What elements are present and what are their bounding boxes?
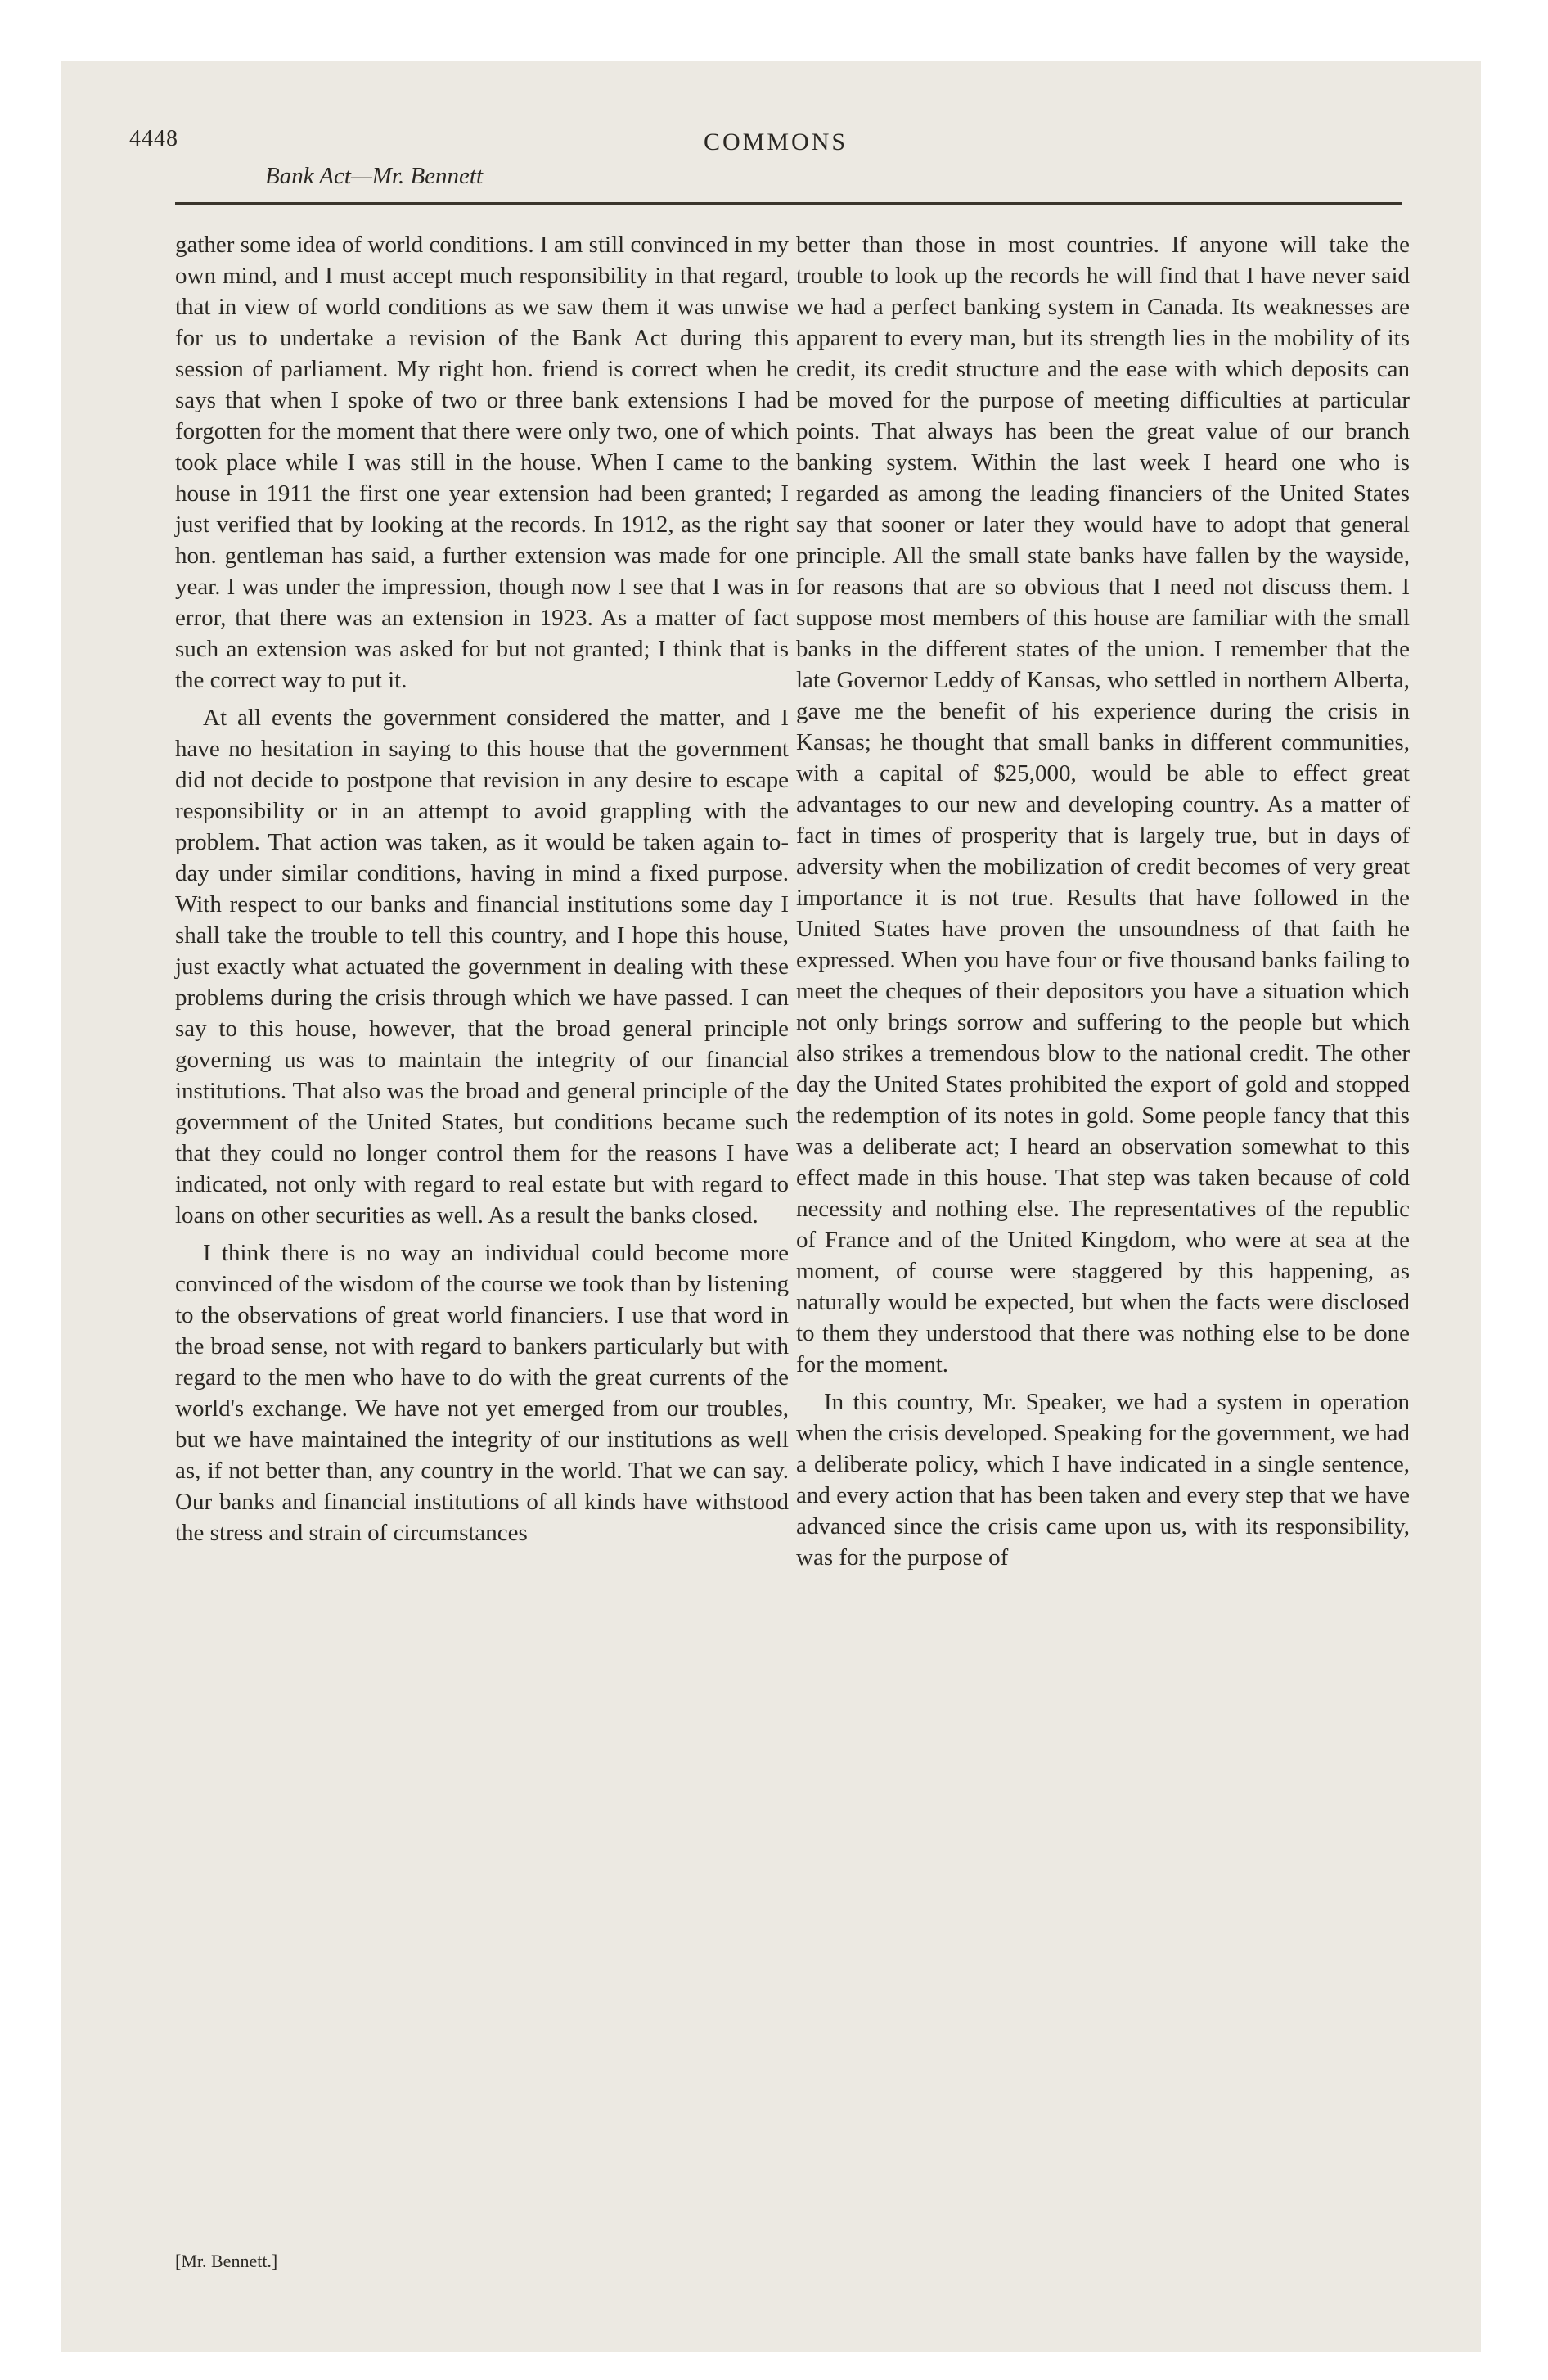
left-column bbox=[175, 229, 789, 1555]
document-page bbox=[61, 61, 1481, 2352]
running-head: Bank Act—Mr. Bennett bbox=[265, 163, 484, 189]
right-column bbox=[796, 229, 1410, 1580]
paragraph: I think there is no way an individual could become more convinced of the wisdom of the course we took than by listening to the observations of great world financiers. I use that word in the broad sense, not with regard to bankers particularly but with regard to the men who have to do with the great currents of the world's exchange. We have not yet emerged from our troubles, but we have maintained the integrity of our institutions as well as, if not better than, any country in the world. That we can say. Our banks and financial institutions of all kinds have withstood the stress and strain of circumstances bbox=[175, 1240, 789, 1546]
header-rule bbox=[175, 202, 1402, 205]
footer-attribution: [Mr. Bennett.] bbox=[175, 2251, 278, 2271]
page-number: 4448 bbox=[129, 126, 178, 151]
paragraph: better than those in most countries. If anyone will take the trouble to look up the records he will find that I have never said we had a perfect banking system in Canada. Its weaknesses are apparent to every man, but its strength lies in the mobility of its credit, its credit structure and the ease with which deposits can be moved for the purpose of meeting difficulties at particular points. That always has been the great value of our branch banking system. Within the last week I heard one who is regarded as among the leading financiers of the United States say that sooner or later they would have to adopt that general principle. All the small state banks have fallen by the wayside, for reasons that are so obvious that I need not discuss them. I suppose most members of this house are familiar with the small banks in the different states of the union. I remember that the late Governor Leddy of Kansas, who settled in northern Alberta, gave me the benefit of his experience during the crisis in Kansas; he thought that small banks in different communities, with a capital of $25,000, would be able to effect great advantages to our new and developing country. As a matter of fact in times of prosperity that is largely true, but in days of adversity when the mobilization of credit becomes of very great importance it is not true. Results that have followed in the United States have proven the unsoundness of that faith he expressed. When you have four or five thousand banks failing to meet the cheques of their depositors you have a situation which not only brings sorrow and suffering to the people but which also strikes a tremendous blow to the national credit. The other day the United States prohibited the export of gold and stopped the redemption of its notes in gold. Some people fancy that this was a deliberate act; I heard an observation somewhat to this effect made in this house. That step was taken because of cold necessity and nothing else. The representatives of the republic of France and of the United Kingdom, who were at sea at the moment, of course were staggered by this happening, as naturally would be expected, but when the facts were disclosed to them they understood that there was nothing else to be done for the moment. bbox=[796, 232, 1410, 1377]
section-title: COMMONS bbox=[704, 128, 848, 156]
paragraph: At all events the government considered the matter, and I have no hesitation in saying to this house that the government did not decide to postpone that revision in any desire to escape responsibility or in an attempt to avoid grappling with the problem. That action was taken, as it would be taken again to-day under similar conditions, having in mind a fixed purpose. With respect to our banks and financial institutions some day I shall take the trouble to tell this country, and I hope this house, just exactly what actuated the government in dealing with these problems during the crisis through which we have passed. I can say to this house, however, that the broad general principle governing us was to maintain the integrity of our financial institutions. That also was the broad and general principle of the government of the United States, but conditions became such that they could no longer control them for the reasons I have indicated, not only with regard to real estate but with regard to loans on other securities as well. As a result the banks closed. bbox=[175, 705, 789, 1228]
paragraph: gather some idea of world conditions. I am still convinced in my own mind, and I must accept much responsibility in that regard, that in view of world conditions as we saw them it was unwise for us to undertake a revision of the Bank Act during this session of parliament. My right hon. friend is correct when he says that when I spoke of two or three bank extensions I had forgotten for the moment that there were only two, one of which took place while I was still in the house. When I came to the house in 1911 the first one year extension had been granted; I just verified that by looking at the records. In 1912, as the right hon. gentleman has said, a further extension was made for one year. I was under the impression, though now I see that I was in error, that there was an extension in 1923. As a matter of fact such an extension was asked for but not granted; I think that is the correct way to put it. bbox=[175, 232, 789, 693]
paragraph: In this country, Mr. Speaker, we had a system in operation when the crisis developed. Speaking for the government, we had a deliberate policy, which I have indicated in a single sentence, and every action that has been taken and every step that we have advanced since the crisis came upon us, with its responsibility, was for the purpose of bbox=[796, 1389, 1410, 1571]
